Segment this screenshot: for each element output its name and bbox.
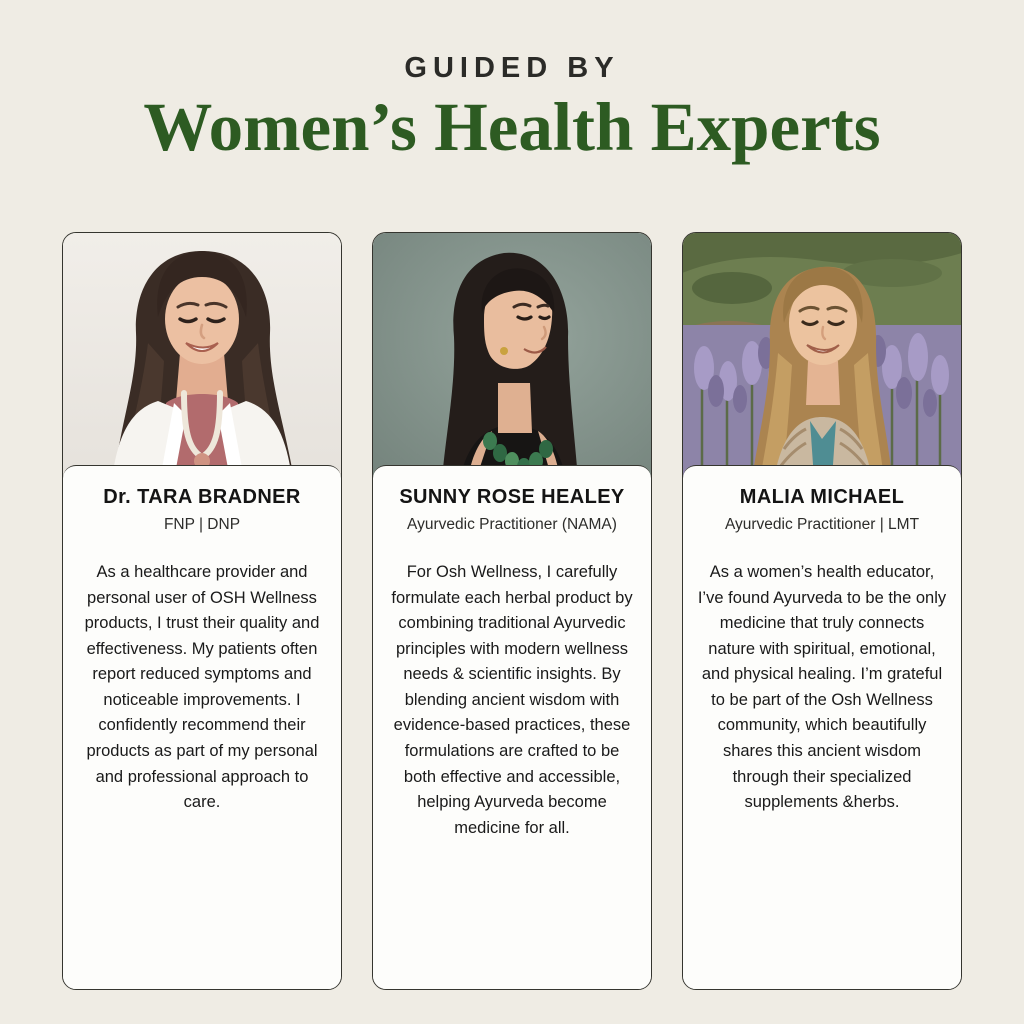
expert-quote: For Osh Wellness, I carefully formulate each herbal product by combining traditional Ayurvedic principles with modern wellness needs & scientific insights. By blending ancient wisdom with evidence-based practices, these formulations are crafted to be both effective and accessible, helping Ayurveda become medicine for all. xyxy=(391,563,633,837)
portrait-malia-illustration xyxy=(683,233,961,479)
expert-cards-row xyxy=(62,232,962,990)
expert-card-sunny-rose-healey xyxy=(372,232,652,990)
portrait-photo-tara xyxy=(63,233,341,479)
expert-name: SUNNY ROSE HEALEY xyxy=(399,486,625,508)
eyebrow-text: GUIDED BY xyxy=(404,52,620,84)
expert-info-panel xyxy=(63,465,341,989)
expert-name: Dr. TARA BRADNER xyxy=(103,486,301,508)
expert-credentials: Ayurvedic Practitioner (NAMA) xyxy=(407,516,617,533)
expert-info-panel xyxy=(373,465,651,989)
expert-card-malia-michael xyxy=(682,232,962,990)
page-title: Women’s Health Experts xyxy=(143,89,881,165)
expert-card-tara-bradner xyxy=(62,232,342,990)
expert-info-panel xyxy=(683,465,961,989)
portrait-photo-malia xyxy=(683,233,961,479)
portrait-sunny-illustration xyxy=(373,233,651,479)
expert-credentials: Ayurvedic Practitioner | LMT xyxy=(724,516,920,533)
portrait-tara-illustration xyxy=(63,233,341,479)
section-header xyxy=(0,0,1024,163)
expert-quote: As a healthcare provider and personal user of OSH Wellness products, I trust their quality and effectiveness. My patients often report reduced symptoms and noticeable improvements. I confidently recommend their products as part of my personal and professional approach to care. xyxy=(84,563,320,812)
expert-quote: As a women’s health educator, I’ve found Ayurveda to be the only medicine that truly connects nature with spiritual, emotional, and physical healing. I’m grateful to be part of the Osh Wellness community, which beautifully shares this ancient wisdom through their specialized supplements &herbs. xyxy=(697,563,947,812)
expert-name: MALIA MICHAEL xyxy=(739,486,905,508)
portrait-photo-sunny xyxy=(373,233,651,479)
expert-credentials: FNP | DNP xyxy=(163,516,241,533)
